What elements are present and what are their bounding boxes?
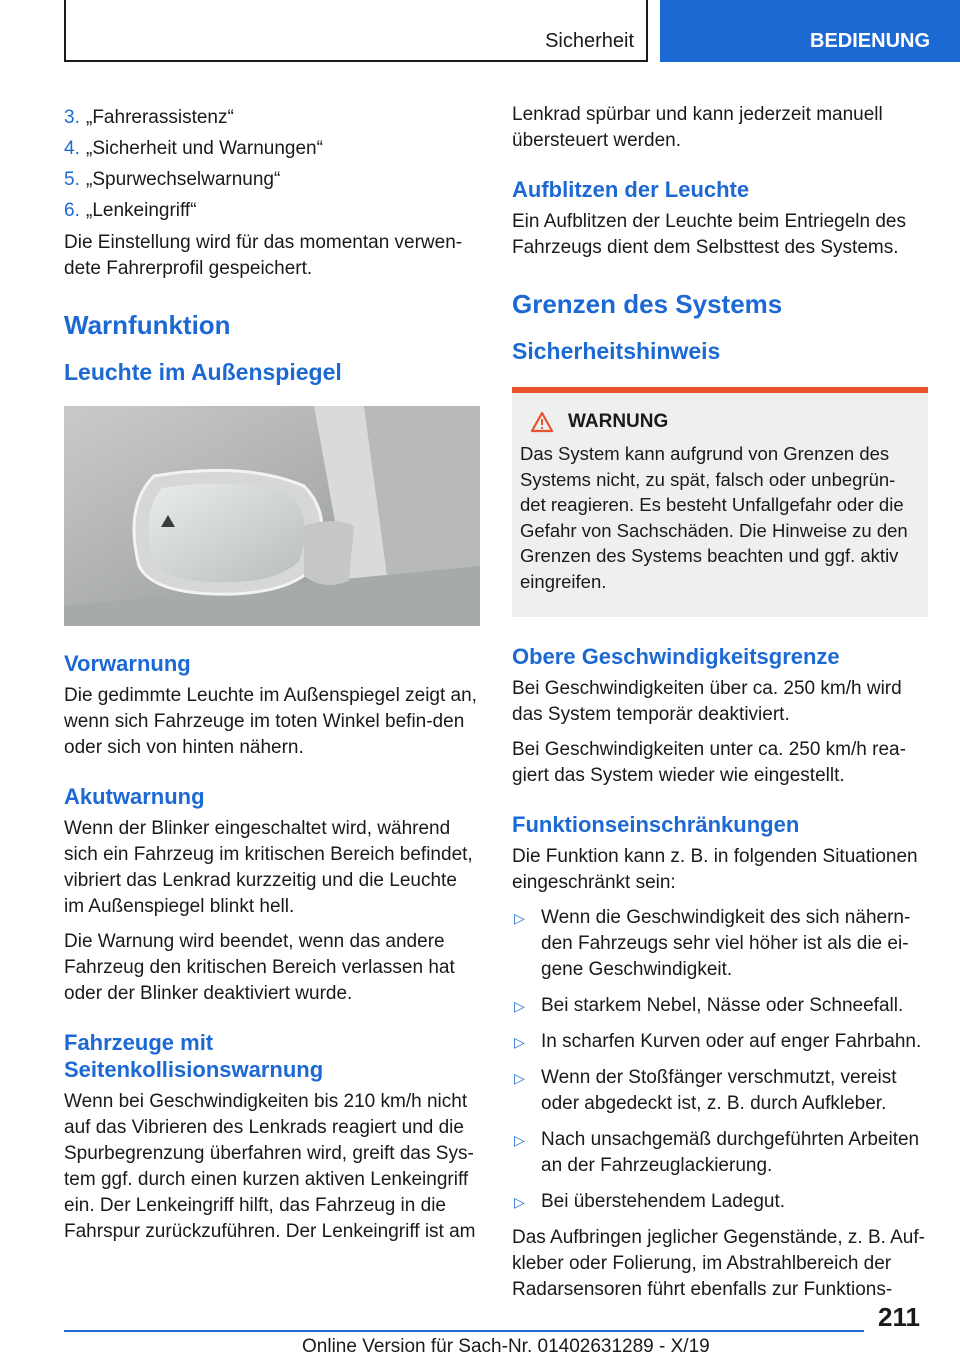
- function-paragraph: Die Funktion kann z. B. in folgenden Situationen eingeschränkt sein:: [512, 846, 918, 893]
- side-mirror-illustration: [64, 406, 480, 626]
- heading-akutwarnung: Akutwarnung: [64, 784, 205, 809]
- menu-path-list: [64, 102, 480, 226]
- heading-grenzen: Grenzen des Systems: [512, 289, 783, 319]
- heading-vorwarnung: Vorwarnung: [64, 651, 191, 676]
- page-number: 211: [878, 1302, 920, 1332]
- flash-paragraph: Ein Aufblitzen der Leuchte beim Entriegeln des Fahrzeugs dient dem Selbsttest des Systems.: [512, 211, 906, 258]
- heading-aufblitzen: Aufblitzen der Leuchte: [512, 177, 750, 202]
- warning-text: Das System kann aufgrund von Grenzen des Systems nicht, zu spät, falsch oder unbegrün‐det reagieren. Es besteht Unfallgefahr oder die Gefahr von Sachschäden. Die Hinweise zu den Grenzen des Systems beachten und ggf. aktiv eingreifen.: [520, 443, 908, 592]
- heading-seitenkollision: Fahrzeuge mit Seitenkollisionswarnung: [64, 1030, 324, 1082]
- list-item: 5. „Spurwechselwarnung“: [64, 169, 281, 190]
- acute-paragraph-1: Wenn der Blinker eingeschaltet wird, während sich ein Fahrzeug im kritischen Bereich befindet, vibriert das Lenkrad kurzzeitig und die Leuchte im Außenspiegel blinkt hell.: [64, 818, 473, 917]
- bullet-triangle-icon: ▷: [514, 1132, 525, 1148]
- header-chapter-tab[interactable]: [660, 0, 960, 62]
- header-chapter-label: BEDIENUNG: [810, 30, 931, 52]
- heading-sicherheitshinweis: Sicherheitshinweis: [512, 338, 721, 364]
- list-item: 4. „Sicherheit und Warnungen“: [64, 138, 323, 159]
- side-collision-paragraph: Wenn bei Geschwindigkeiten bis 210 km/h nicht auf das Vibrieren des Lenkrads reagiert und die Spurbegrenzung überfahren wird, greift das Sys‐tem ggf. durch einen kurzen aktiven Lenkeingriff ein. Der Lenkeingriff hilft, das Fahrzeug in die Fahrspur zurückzuführen. Der Lenkeingriff ist am: [64, 1091, 476, 1242]
- left-column: [64, 102, 480, 1254]
- bullet-triangle-icon: ▷: [514, 998, 525, 1014]
- bullet-triangle-icon: ▷: [514, 1194, 525, 1210]
- list-item: ▷ Wenn der Stoßfänger verschmutzt, vereist oder abgedeckt ist, z. B. durch Aufkleber.: [514, 1067, 897, 1114]
- list-item: ▷ Wenn die Geschwindigkeit des sich nähern‐den Fahrzeugs sehr viel höher ist als die ei‐gene Geschwindigkeit.: [514, 907, 911, 980]
- speed-paragraph-1: Bei Geschwindigkeiten über ca. 250 km/h wird das System temporär deaktiviert.: [512, 678, 902, 725]
- list-item: ▷ Nach unsachgemäß durchgeführten Arbeiten an der Fahrzeuglackierung.: [514, 1129, 920, 1176]
- right-column: [512, 102, 928, 1312]
- list-item: 6. „Lenkeingriff“: [64, 200, 197, 221]
- acute-paragraph-2: Die Warnung wird beendet, wenn das andere Fahrzeug den kritischen Bereich verlassen hat oder der Blinker deaktiviert wurde.: [64, 931, 455, 1004]
- header-section-box: [64, 0, 648, 62]
- list-item: ▷ In scharfen Kurven oder auf enger Fahrbahn.: [512, 1029, 928, 1055]
- bullet-triangle-icon: ▷: [514, 910, 525, 926]
- list-item: 3. „Fahrerassistenz“: [64, 107, 234, 128]
- settings-paragraph: Die Einstellung wird für das momentan verwen‐dete Fahrerprofil gespeichert.: [64, 232, 463, 279]
- continuation-paragraph: Lenkrad spürbar und kann jederzeit manuell übersteuert werden.: [512, 104, 883, 151]
- heading-leuchte: Leuchte im Außenspiegel: [64, 359, 342, 385]
- list-item: ▷ Bei starkem Nebel, Nässe oder Schneefall.: [512, 993, 928, 1019]
- heading-warnfunktion: Warnfunktion: [64, 310, 231, 340]
- list-item: ▷ Bei überstehendem Ladegut.: [512, 1189, 928, 1215]
- closing-paragraph: Das Aufbringen jeglicher Gegenstände, z. B. Auf‐kleber oder Folierung, im Abstrahlbereich der Radarsensoren führt ebenfalls zur Funktions‐: [512, 1227, 925, 1300]
- warning-title: WARNUNG: [530, 411, 920, 433]
- limitations-list: [512, 905, 928, 1215]
- heading-funktionseinschraenkungen: Funktionseinschränkungen: [512, 812, 800, 837]
- bullet-triangle-icon: ▷: [514, 1034, 525, 1050]
- prewarning-paragraph: Die gedimmte Leuchte im Außenspiegel zeigt an, wenn sich Fahrzeuge im toten Winkel befin‐den oder sich von hinten nähern.: [64, 685, 477, 758]
- bullet-triangle-icon: ▷: [514, 1070, 525, 1086]
- footer-divider: [64, 1330, 864, 1332]
- warning-triangle-icon: [530, 411, 554, 433]
- footer-text: Online Version für Sach-Nr. 01402631289 - X/19: [302, 1336, 710, 1357]
- heading-geschwindigkeitsgrenze: Obere Geschwindigkeitsgrenze: [512, 644, 840, 669]
- warning-box: [512, 387, 928, 617]
- header-section-title: Sicherheit: [545, 30, 634, 52]
- speed-paragraph-2: Bei Geschwindigkeiten unter ca. 250 km/h rea‐giert das System wieder wie eingestellt.: [512, 739, 906, 786]
